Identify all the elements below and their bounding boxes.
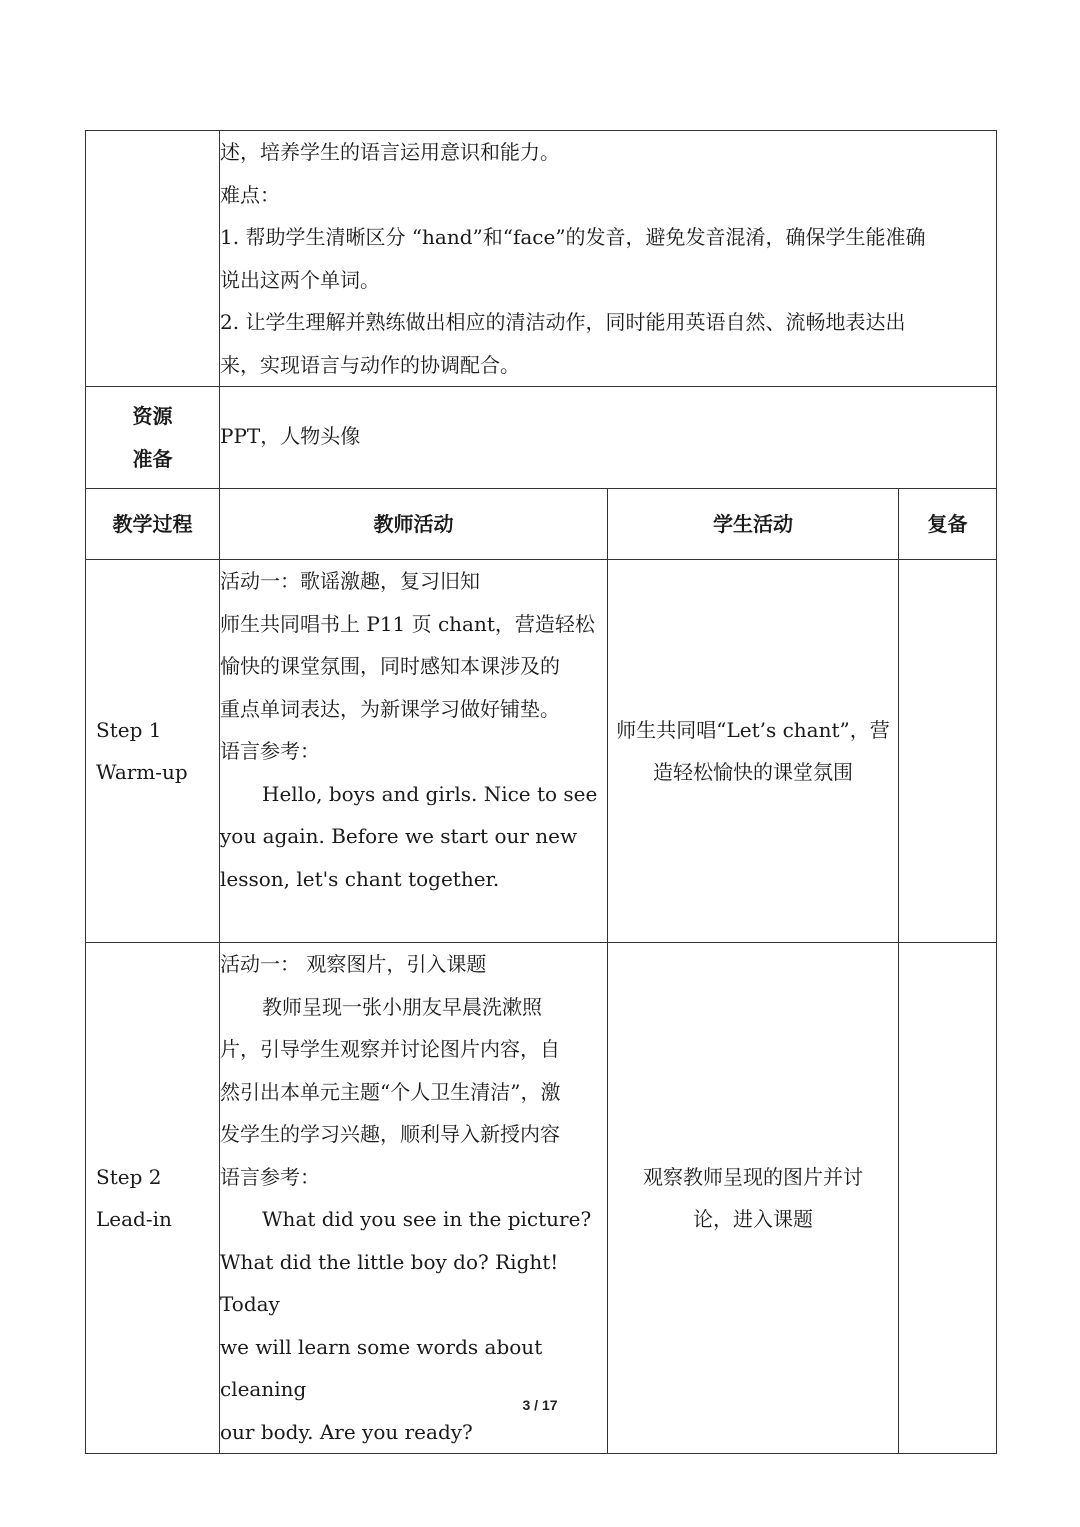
objectives-line: 述，培养学生的语言运用意识和能力。 <box>220 140 560 164</box>
resources-label: 资源 准备 <box>86 387 220 489</box>
teacher-activity-cell: 活动一：歌谣激趣，复习旧知 师生共同唱书上 P11 页 chant，营造轻松 愉快的课堂氛围，同时感知本课涉及的 重点单词表达，为新课学习做好铺垫。 语言参考： Hello, boys and girls. Nice to see you again. Before we start our new lesson, let's chant together. <box>220 560 608 943</box>
lesson-plan-table <box>85 130 997 1454</box>
step-label: Step 2 Lead-in <box>86 943 220 1454</box>
english-reference: our body. Are you ready? <box>220 1419 473 1444</box>
teacher-activity-cell: 活动一： 观察图片，引入课题 教师呈现一张小朋友早晨洗漱照 片，引导学生观察并讨论图片内容，自 然引出本单元主题“个人卫生清洁”，激 发学生的学习兴趣，顺利导入新授内容 语言参考： What did you see in the picture? What did the little boy do? Right! Today we will learn some words about cleaning our body. Are you ready? <box>220 943 608 1454</box>
header-process: 教学过程 <box>86 489 220 560</box>
objectives-line: 1. 帮助学生清晰区分 “hand”和“face”的发音，避免发音混淆，确保学生能准确 <box>220 225 926 249</box>
objectives-line: 来，实现语言与动作的协调配合。 <box>220 352 520 377</box>
step-label: Step 1 Warm-up <box>86 560 220 943</box>
english-reference: you again. Before we start our new <box>220 824 578 848</box>
objectives-line: 说出这两个单词。 <box>220 267 380 292</box>
objectives-line: 2. 让学生理解并熟练做出相应的清洁动作，同时能用英语自然、流畅地表达出 <box>220 310 906 334</box>
english-reference: we will learn some words about cleaning <box>220 1334 543 1401</box>
objectives-label-cell <box>86 131 220 387</box>
difficulty-heading: 难点： <box>220 182 280 207</box>
step-row <box>86 943 997 1454</box>
prep-cell <box>899 560 997 943</box>
english-reference: What did the little boy do? Right! Today <box>220 1249 559 1316</box>
objectives-content-cell <box>220 131 997 387</box>
objectives-row <box>86 131 997 387</box>
resources-value: PPT，人物头像 <box>220 387 997 489</box>
header-teacher-activity: 教师活动 <box>220 489 608 560</box>
page-number: 3 / 17 <box>522 1397 558 1413</box>
header-prep: 复备 <box>899 489 997 560</box>
step-row <box>86 560 997 943</box>
header-row <box>86 489 997 560</box>
english-reference: Hello, boys and girls. Nice to see <box>262 781 598 806</box>
student-activity-cell: 师生共同唱“Let’s chant”，营 造轻松愉快的课堂氛围 <box>608 560 899 943</box>
activity-title: 活动一：歌谣激趣，复习旧知 <box>220 569 480 593</box>
student-activity-cell: 观察教师呈现的图片并讨 论，进入课题 <box>608 943 899 1454</box>
resources-row <box>86 387 997 489</box>
header-student-activity: 学生活动 <box>608 489 899 560</box>
prep-cell <box>899 943 997 1454</box>
english-reference: What did you see in the picture? <box>262 1207 592 1231</box>
activity-title: 活动一： 观察图片，引入课题 <box>220 952 487 976</box>
english-reference: lesson, let's chant together. <box>220 866 500 891</box>
